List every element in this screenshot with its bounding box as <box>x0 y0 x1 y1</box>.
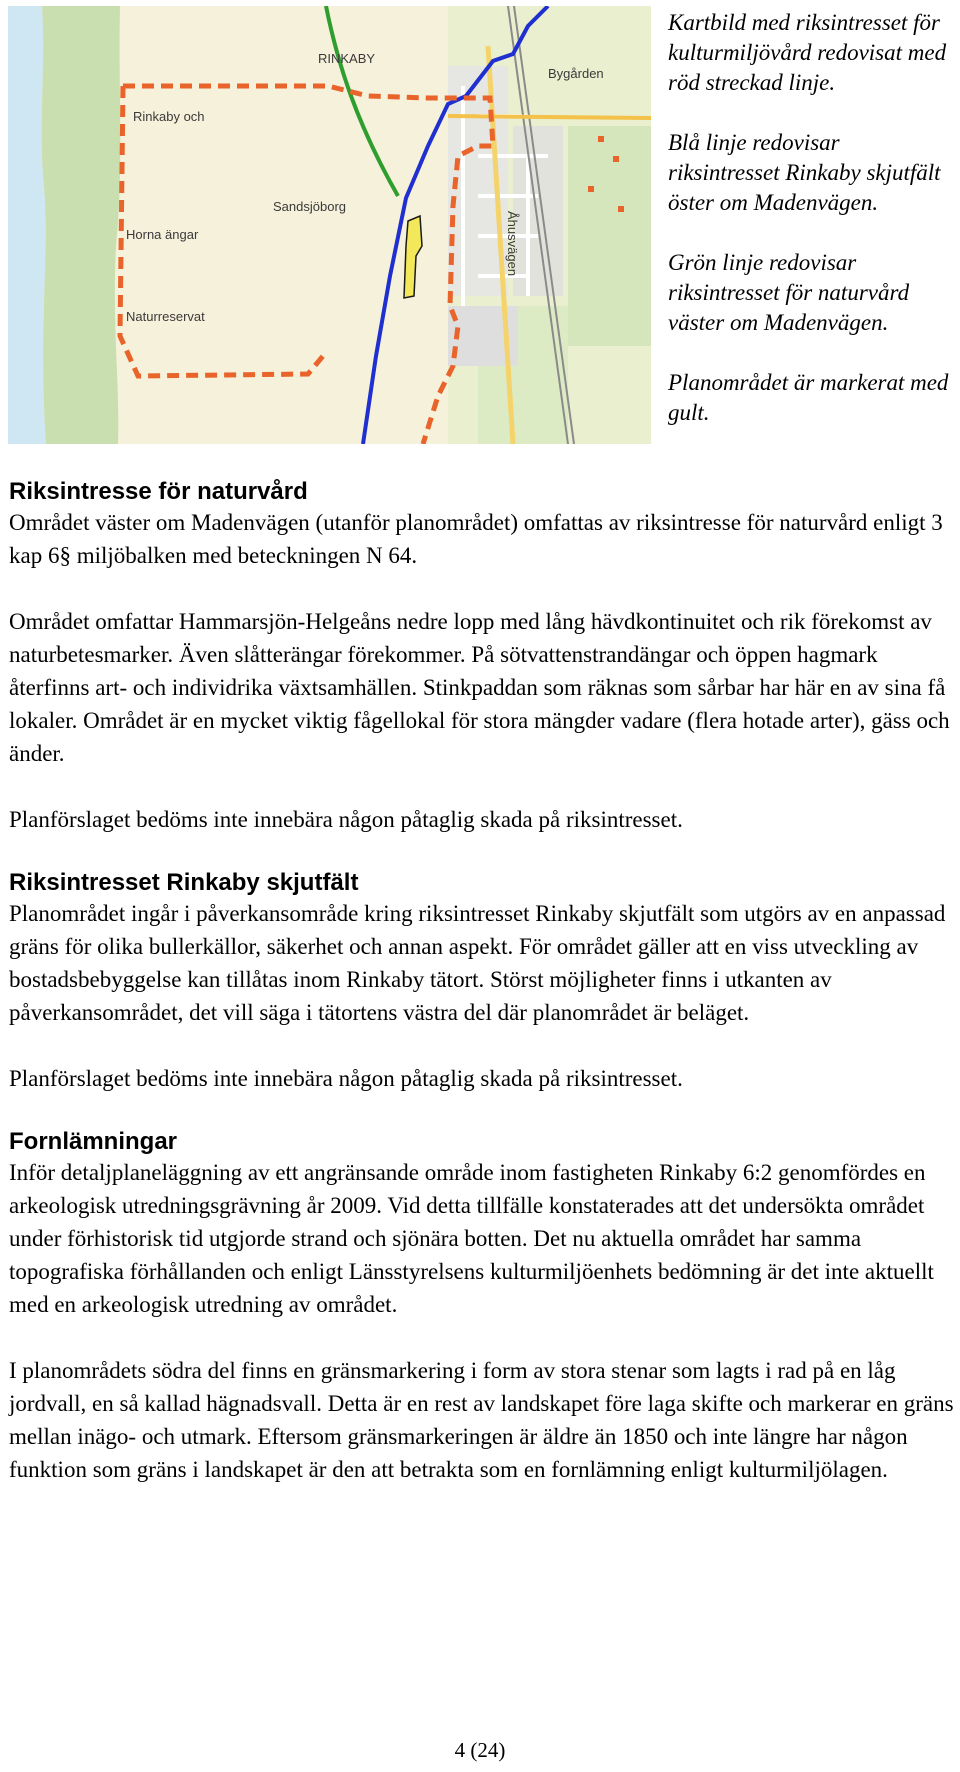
caption-military: Blå linje redovisar riksintresset Rinkaby skjutfält öster om Madenvägen. <box>668 130 941 215</box>
map-label-rinkaby-och: Rinkaby och <box>133 109 205 124</box>
map-label-sandsjoborg: Sandsjöborg <box>273 199 346 214</box>
heading-fornlamningar: Fornlämningar <box>9 1128 178 1155</box>
paragraph: Planförslaget bedöms inte innebära någon påtaglig skada på riksintresset. <box>9 1066 683 1091</box>
paragraph: Planförslaget bedöms inte innebära någon påtaglig skada på riksintresset. <box>9 807 683 832</box>
paragraph: Inför detaljplaneläggning av ett angränsande område inom fastigheten Rinkaby 6:2 genomfördes en arkeologisk utredningsgrävning år 2009. Vid detta tillfälle konstaterades att det undersökta området under förhistorisk tid utgjorde strand och sjönära botten. Det nu aktuella området har samma topografiska förhållanden och enligt Länsstyrelsens kulturmiljöenhets bedömning är det inte aktuellt med en arkeologisk utredning av området. <box>9 1160 934 1317</box>
map-label-naturreservat: Naturreservat <box>126 309 205 324</box>
caption-culture: Kartbild med riksintresset för kulturmiljövård redovisat med röd streckad linje. <box>668 10 947 95</box>
page-number: 4 (24) <box>454 1738 506 1762</box>
map-label-ahusvagen: Åhusvägen <box>505 211 520 277</box>
map-image <box>8 6 651 444</box>
map-label-bygarden: Bygården <box>548 66 604 81</box>
heading-skjutfalt: Riksintresset Rinkaby skjutfält <box>9 869 359 896</box>
paragraph: Området väster om Madenvägen (utanför planområdet) omfattas av riksintresse för naturvård enligt 3 kap 6§ miljöbalken med beteckningen N 64. <box>9 510 943 568</box>
document-body <box>9 478 954 1486</box>
heading-naturvard: Riksintresse för naturvård <box>9 478 308 505</box>
map-label-horna-angar: Horna ängar <box>126 227 199 242</box>
map-label-rinkaby: RINKABY <box>318 51 376 66</box>
caption-plan-area: Planområdet är markerat med gult. <box>668 370 949 425</box>
paragraph: Planområdet ingår i påverkansområde kring riksintresset Rinkaby skjutfält som utgörs av en anpassad gräns för olika bullerkällor, säkerhet och annan aspekt. För området gäller att en viss utveckling av bostadsbebyggelse kan tillåtas inom Rinkaby tätort. Störst möjligheter finns i utkanten av påverkansområdet, det vill säga i tätortens västra del där planområdet är beläget. <box>9 901 946 1025</box>
map-caption <box>668 8 956 458</box>
caption-nature: Grön linje redovisar riksintresset för naturvård väster om Madenvägen. <box>668 250 910 335</box>
paragraph: Området omfattar Hammarsjön-Helgeåns nedre lopp med lång hävdkontinuitet och rik förekomst av naturbetesmarker. Även slåtterängar förekommer. På sötvattenstrandängar och öppen hagmark återfinns art- och individrika växtsamhällen. Stinkpaddan som räknas som sårbar har här en av sina få lokaler. Området är en mycket viktig fågellokal för stora mängder vadare (flera hotade arter), gäss och änder. <box>9 609 950 766</box>
paragraph: I planområdets södra del finns en gränsmarkering i form av stora stenar som lagts i rad på en låg jordvall, en så kallad hägnadsvall. Detta är en rest av landskapet före laga skifte och markerar en gräns mellan inägo- och utmark. Eftersom gränsmarkeringen är äldre än 1850 och inte längre har någon funktion som gräns i landskapet är den att betrakta som en fornlämning enligt kulturmiljölagen. <box>9 1358 954 1482</box>
